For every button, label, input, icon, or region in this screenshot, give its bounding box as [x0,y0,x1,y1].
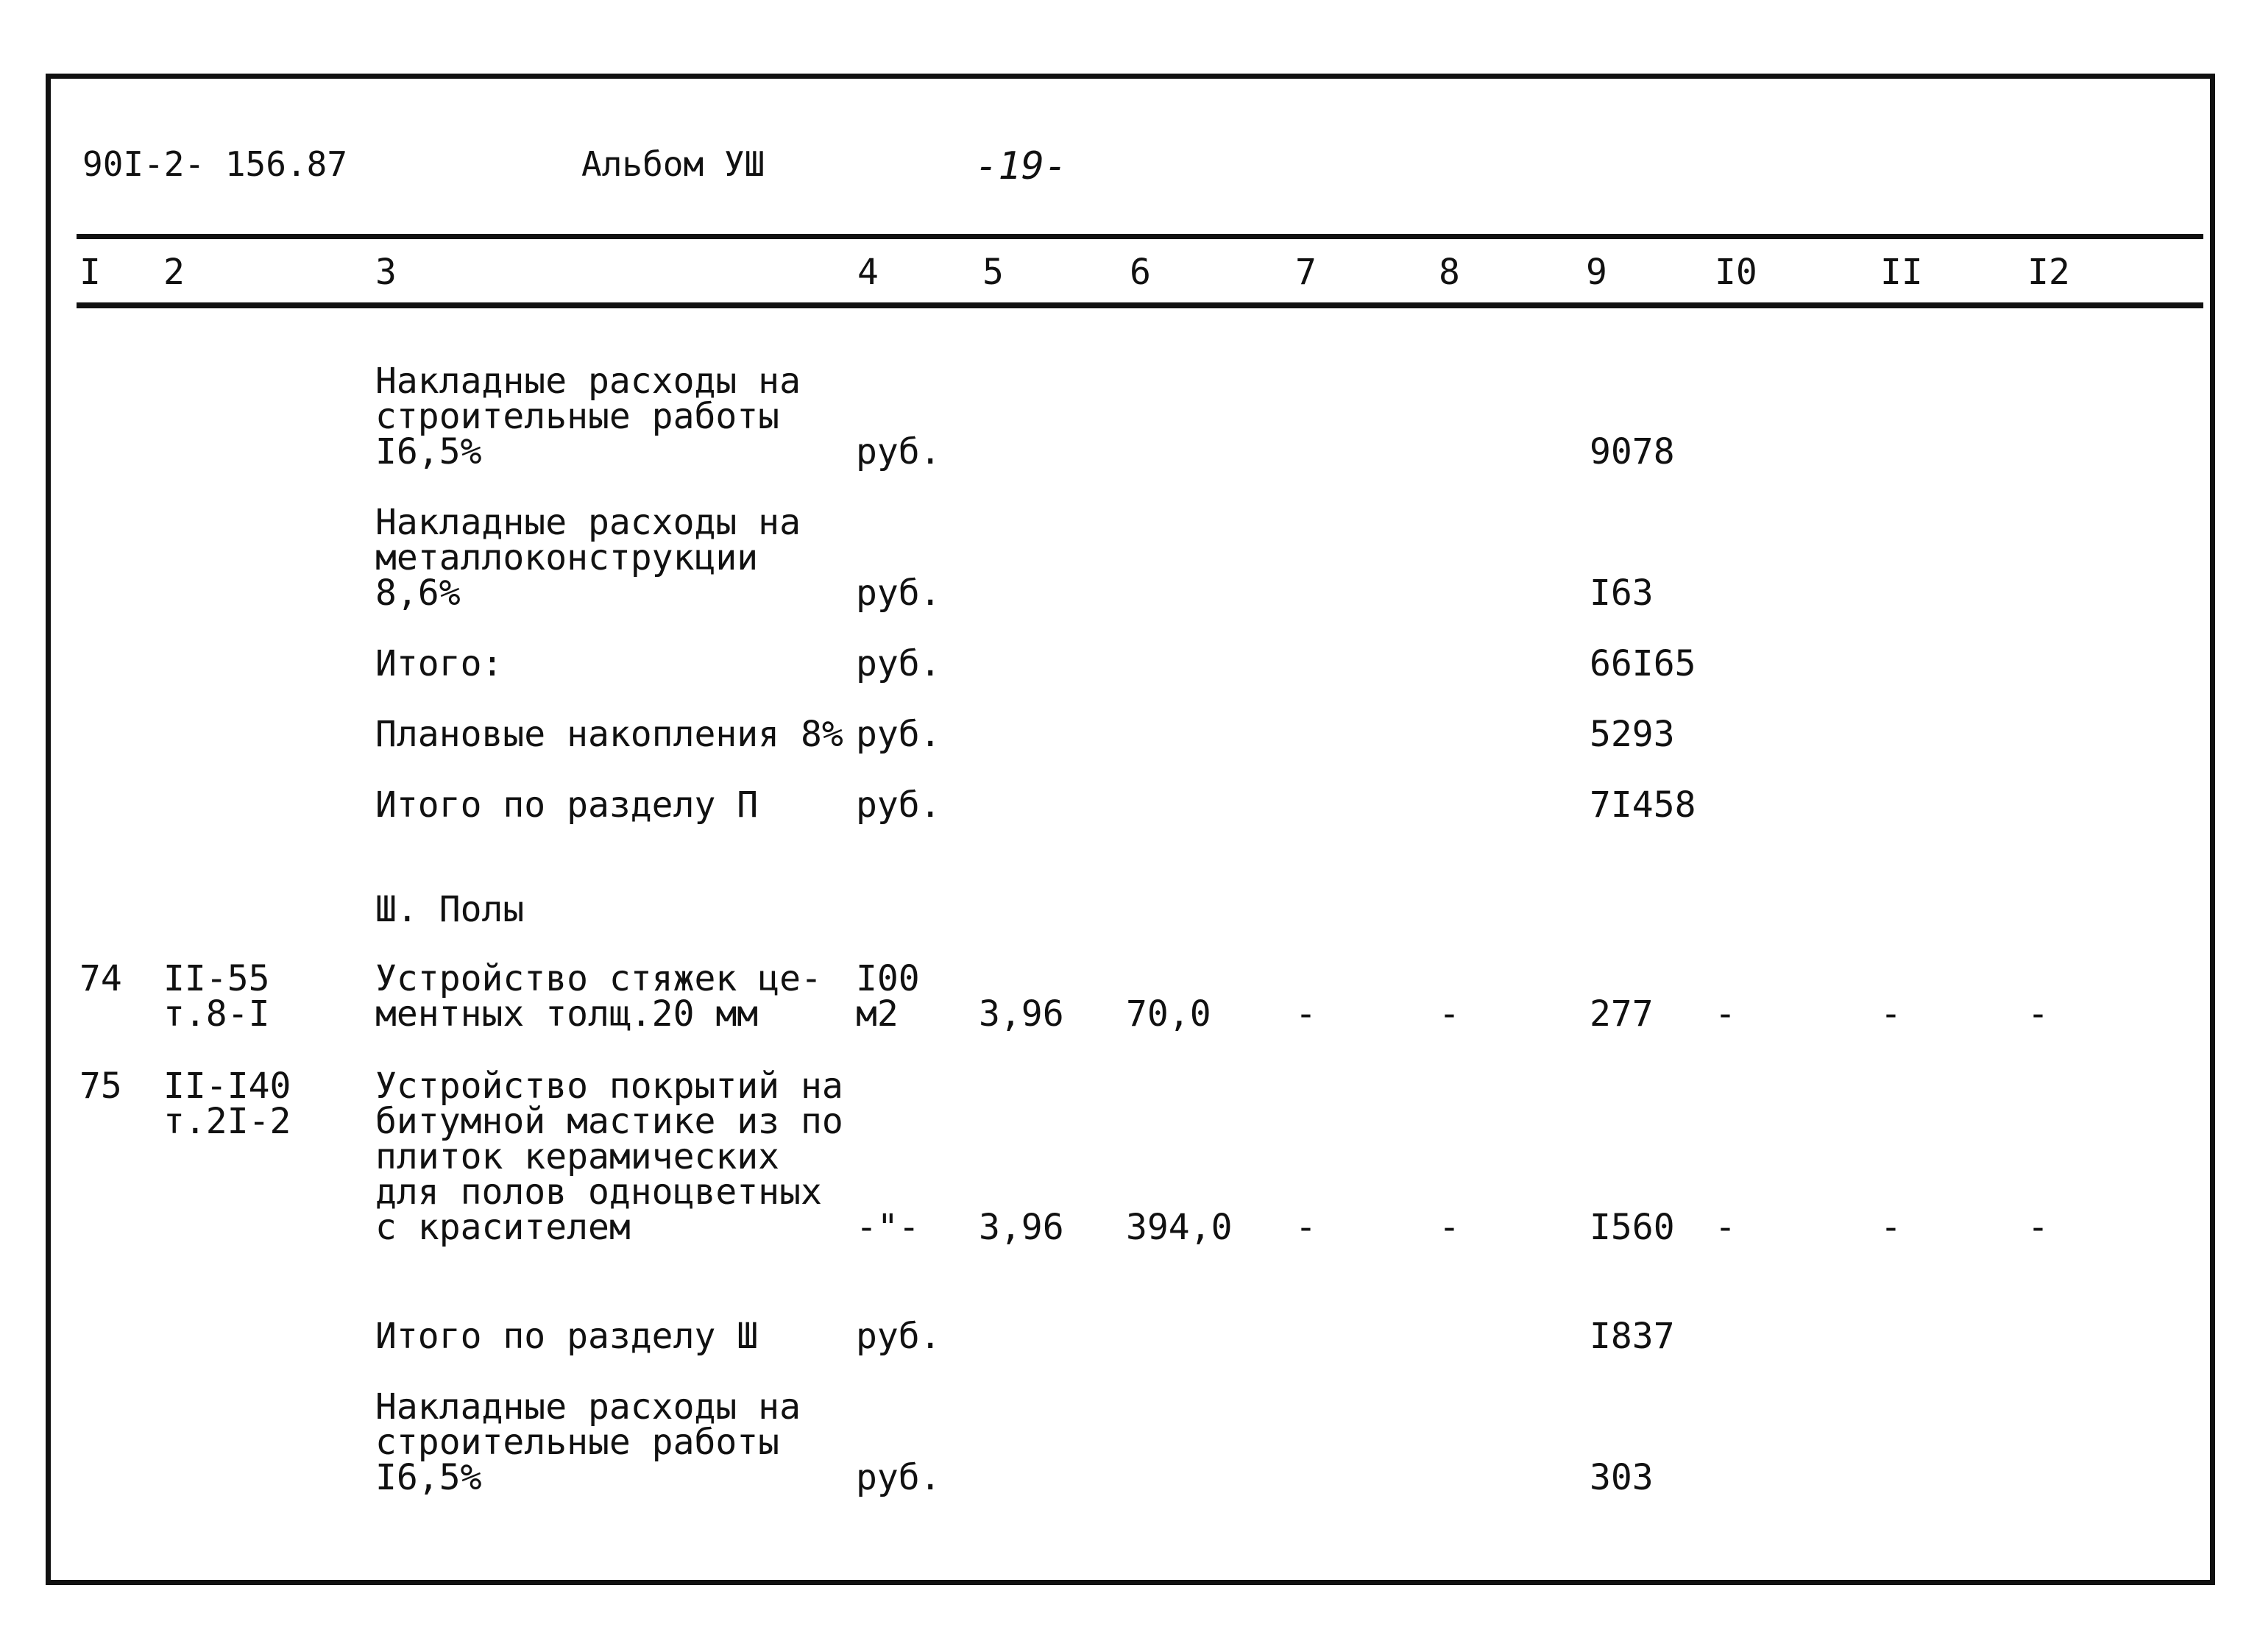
row-total: I560 [1590,1207,1675,1248]
column-header-4: 4 [857,252,879,293]
row-col7: - [1295,993,1317,1035]
column-header-12: I2 [2027,252,2070,293]
row-unit: -"- [856,1207,920,1248]
row-total: I63 [1590,572,1654,614]
header-rule-bottom [77,302,2203,308]
column-header-8: 8 [1439,252,1460,293]
row-total: 9078 [1590,431,1675,472]
section-heading: Ш. Полы [375,889,525,930]
row-total: 303 [1590,1457,1654,1498]
row-col10: - [1715,993,1736,1035]
row-total: 5293 [1590,714,1675,755]
page-number: -19- [975,144,1068,188]
row-code: II-I40 т.2I-2 [163,1066,291,1142]
row-number: 75 [79,1066,122,1107]
column-header-7: 7 [1295,252,1317,293]
column-header-6: 6 [1130,252,1151,293]
row-total: 277 [1590,993,1654,1035]
row-name: Плановые накопления 8% [375,714,843,755]
row-name: Устройство покрытий на битумной мастике из по плиток керамических для полов одноцветных с красителем [375,1066,843,1248]
row-name: Итого по разделу П [375,784,759,826]
row-unit: руб. [856,1316,941,1357]
row-unit: руб. [856,572,941,614]
row-name: Накладные расходы на металлоконструкции 8,6% [375,502,801,614]
row-unit: руб. [856,431,941,472]
row-unit: руб. [856,714,941,755]
row-col7: - [1295,1207,1317,1248]
row-col8: - [1439,1207,1460,1248]
row-name: Итого по разделу Ш [375,1316,759,1357]
row-unit: руб. [856,784,941,826]
row-col8: - [1439,993,1460,1035]
row-name: Накладные расходы на строительные работы I6,5% [375,1386,801,1498]
column-header-5: 5 [982,252,1004,293]
row-total: I837 [1590,1316,1675,1357]
row-name: Накладные расходы на строительные работы I6,5% [375,361,801,472]
row-col12: - [2027,993,2049,1035]
row-col11: - [1880,1207,1902,1248]
document-code: 90I-2- 156.87 [82,144,348,184]
row-name: Устройство стяжек це- ментных толщ.20 мм [375,958,822,1035]
row-unit: руб. [856,643,941,684]
row-name: Итого: [375,643,503,684]
page-frame [46,74,2215,1585]
row-unit: I00 м2 [856,958,920,1035]
row-quantity: 3,96 [979,993,1064,1035]
row-price: 70,0 [1126,993,1211,1035]
column-header-11: II [1880,252,1923,293]
row-price: 394,0 [1126,1207,1233,1248]
row-code: II-55 т.8-I [163,958,270,1035]
row-number: 74 [79,958,122,999]
header-rule-top [77,234,2203,239]
column-header-1: I [79,252,101,293]
row-unit: руб. [856,1457,941,1498]
row-col10: - [1715,1207,1736,1248]
column-header-3: 3 [375,252,397,293]
column-header-2: 2 [163,252,185,293]
row-quantity: 3,96 [979,1207,1064,1248]
row-total: 66I65 [1590,643,1696,684]
column-header-9: 9 [1586,252,1607,293]
row-total: 7I458 [1590,784,1696,826]
album-title: Альбом УШ [581,144,765,184]
row-col12: - [2027,1207,2049,1248]
column-header-10: I0 [1715,252,1757,293]
row-col11: - [1880,993,1902,1035]
